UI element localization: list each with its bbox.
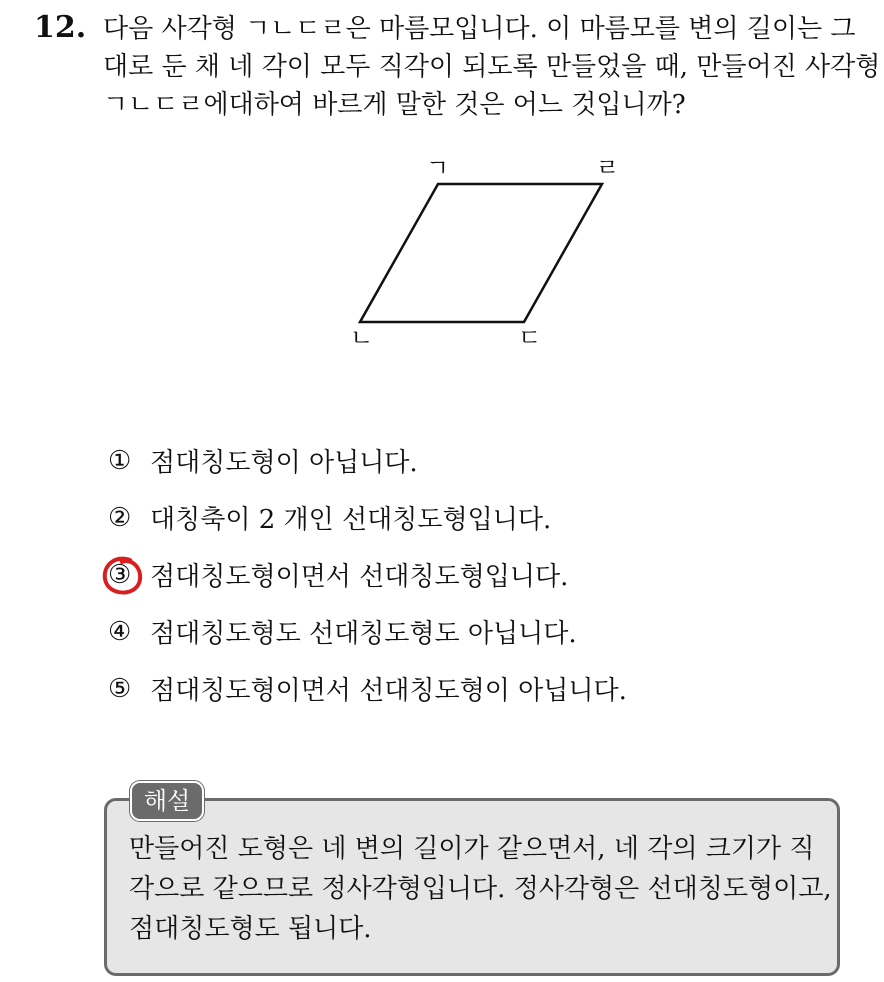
question-line: ㄱㄴㄷㄹ에대하여 바르게 말한 것은 어느 것입니까? — [103, 90, 686, 120]
question-line: 대로 둔 채 네 각이 모두 직각이 되도록 만들었을 때, 만들어진 사각형 — [103, 52, 881, 82]
choice-text: 점대칭도형이면서 선대칭도형입니다. — [150, 562, 569, 592]
choice-5[interactable] — [108, 660, 808, 717]
choice-3[interactable] — [108, 546, 808, 603]
question-number: 12. — [34, 10, 87, 45]
choice-1[interactable] — [108, 432, 808, 489]
vertex-label-top-right: ㄹ — [596, 154, 620, 182]
choice-number: ② — [108, 502, 132, 533]
answer-choices — [108, 432, 808, 717]
vertex-label-top-left: ㄱ — [426, 154, 450, 182]
explanation-line: 점대칭도형도 됩니다. — [129, 914, 372, 944]
choice-number: ④ — [108, 616, 132, 647]
choice-text: 점대칭도형이 아닙니다. — [150, 448, 418, 478]
rhombus-figure — [330, 150, 630, 360]
vertex-label-bottom-left: ㄴ — [350, 324, 374, 352]
rhombus-shape — [360, 184, 602, 322]
choice-number: ① — [108, 445, 132, 476]
choice-text: 점대칭도형이면서 선대칭도형이 아닙니다. — [150, 676, 627, 706]
choice-number: ③ — [108, 559, 132, 590]
choice-4[interactable] — [108, 603, 808, 660]
explanation-line: 만들어진 도형은 네 변의 길이가 같으면서, 네 각의 크기가 직 — [129, 834, 815, 864]
explanation-box — [104, 798, 840, 976]
explanation-label: 해설 — [130, 781, 204, 821]
question-text — [103, 10, 881, 124]
choice-text: 대칭축이 2 개인 선대칭도형입니다. — [150, 505, 552, 535]
rhombus-diagram — [330, 150, 630, 360]
question-line: 다음 사각형 ㄱㄴㄷㄹ은 마름모입니다. 이 마름모를 변의 길이는 그 — [103, 14, 856, 44]
choice-number: ⑤ — [108, 673, 132, 704]
choice-text: 점대칭도형도 선대칭도형도 아닙니다. — [150, 619, 577, 649]
choice-2[interactable] — [108, 489, 808, 546]
explanation-line: 각으로 같으므로 정사각형입니다. 정사각형은 선대칭도형이고, — [129, 874, 832, 904]
vertex-label-bottom-right: ㄷ — [518, 324, 542, 352]
